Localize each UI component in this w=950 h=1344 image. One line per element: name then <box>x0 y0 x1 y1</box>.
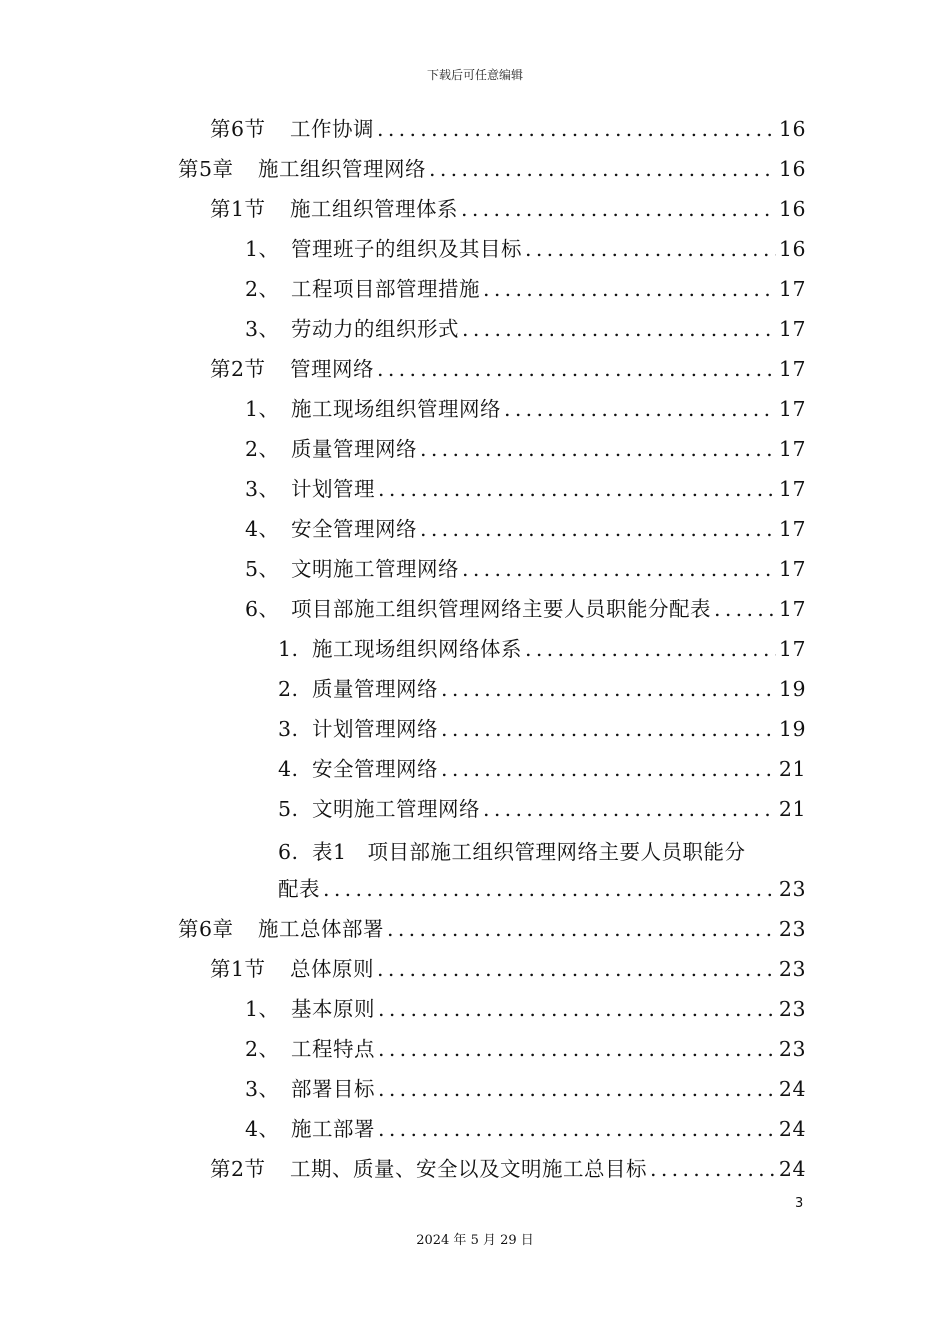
toc-entry-number: 2、 <box>245 1037 280 1061</box>
toc-entry-title: 配表 <box>278 877 320 901</box>
dot-leader <box>441 757 776 781</box>
toc-entry-number: 1、 <box>245 397 280 421</box>
toc-entry-page: 23 <box>778 1037 806 1061</box>
toc-entry[interactable] <box>245 1072 806 1112</box>
toc-entry-page: 17 <box>778 477 806 501</box>
dot-leader <box>378 477 776 501</box>
dot-leader <box>378 1037 776 1061</box>
toc-entry[interactable] <box>210 952 806 992</box>
toc-entry-title: 施工现场组织管理网络 <box>291 397 501 421</box>
toc-entry[interactable] <box>278 712 806 752</box>
toc-entry-title: 施工现场组织网络体系 <box>312 637 522 661</box>
toc-entry[interactable] <box>245 1112 806 1152</box>
toc-entry[interactable] <box>278 672 806 712</box>
toc-entry-number: 4、 <box>245 517 280 541</box>
toc-entry[interactable] <box>245 992 806 1032</box>
dot-leader <box>461 197 776 221</box>
toc-entry-number: 第2节 <box>210 357 266 381</box>
toc-entry-title: 表1 项目部施工组织管理网络主要人员职能分 <box>312 840 746 864</box>
toc-entry-title: 文明施工管理网络 <box>291 557 459 581</box>
toc-entry-number: 5、 <box>245 557 280 581</box>
toc-entry-page: 19 <box>778 677 806 701</box>
toc-entry[interactable] <box>245 272 806 312</box>
toc-entry[interactable] <box>245 512 806 552</box>
dot-leader <box>378 1117 776 1141</box>
toc-entry-number: 第6章 <box>178 917 234 941</box>
toc-entry-title: 部署目标 <box>291 1077 375 1101</box>
toc-entry-title: 安全管理网络 <box>312 757 438 781</box>
dot-leader <box>714 597 776 621</box>
dot-leader <box>483 797 776 821</box>
toc-entry-number: 6、 <box>245 597 280 621</box>
toc-entry-title: 文明施工管理网络 <box>312 797 480 821</box>
toc-entry[interactable] <box>210 192 806 232</box>
toc-entry-number: 第1节 <box>210 957 266 981</box>
toc-entry[interactable] <box>178 152 806 192</box>
toc-entry-page: 17 <box>778 517 806 541</box>
toc-entry-number: 第6节 <box>210 117 266 141</box>
toc-entry-page: 17 <box>778 557 806 581</box>
toc-entry-page: 23 <box>778 957 806 981</box>
toc-entry-number: 5. <box>278 797 299 821</box>
dot-leader <box>377 117 776 141</box>
toc-entry-number: 3、 <box>245 477 280 501</box>
toc-entry-page: 21 <box>778 757 806 781</box>
toc-entry-page: 17 <box>778 357 806 381</box>
toc-entry-title: 管理网络 <box>290 357 374 381</box>
toc-entry[interactable] <box>245 472 806 512</box>
toc-entry-number: 6. <box>278 840 299 864</box>
toc-entry-page: 17 <box>778 317 806 341</box>
dot-leader <box>650 1157 776 1181</box>
toc-entry-page: 16 <box>778 117 806 141</box>
toc-entry-title: 施工组织管理体系 <box>290 197 458 221</box>
toc-entry[interactable] <box>210 352 806 392</box>
toc-entry-number: 3、 <box>245 1077 280 1101</box>
toc-entry-page: 24 <box>778 1077 806 1101</box>
toc-entry-number: 1、 <box>245 997 280 1021</box>
toc-entry-title: 工程特点 <box>291 1037 375 1061</box>
toc-entry-title: 工期、质量、安全以及文明施工总目标 <box>290 1157 647 1181</box>
page-header: 下载后可任意编辑 <box>426 68 523 82</box>
toc-entry[interactable] <box>278 632 806 672</box>
toc-entry-title: 总体原则 <box>290 957 374 981</box>
toc-entry[interactable] <box>245 592 806 632</box>
dot-leader <box>420 517 776 541</box>
toc-entry-page: 17 <box>778 437 806 461</box>
toc-entry-title: 工程项目部管理措施 <box>291 277 480 301</box>
toc-entry-page: 17 <box>778 637 806 661</box>
toc-entry-page: 21 <box>778 797 806 821</box>
toc-entry-title: 劳动力的组织形式 <box>291 317 459 341</box>
toc-entry-title: 施工总体部署 <box>258 917 384 941</box>
page-number: 3 <box>795 1196 804 1211</box>
dot-leader <box>525 637 776 661</box>
toc-entry-number: 2. <box>278 677 299 701</box>
toc-entry-page: 24 <box>778 1117 806 1141</box>
toc-entry-title: 工作协调 <box>290 117 374 141</box>
dot-leader <box>525 237 776 261</box>
toc-entry[interactable] <box>245 552 806 592</box>
toc-entry[interactable] <box>245 232 806 272</box>
toc-entry-title: 质量管理网络 <box>291 437 417 461</box>
toc-entry-page: 24 <box>778 1157 806 1181</box>
toc-entry-title: 施工部署 <box>291 1117 375 1141</box>
dot-leader <box>377 357 776 381</box>
dot-leader <box>378 1077 776 1101</box>
toc-entry[interactable] <box>210 1152 806 1192</box>
toc-entry[interactable] <box>278 832 746 872</box>
dot-leader <box>441 677 776 701</box>
toc-entry[interactable] <box>278 752 806 792</box>
dot-leader <box>483 277 776 301</box>
toc-entry-continuation[interactable] <box>278 872 806 912</box>
toc-entry-title: 质量管理网络 <box>312 677 438 701</box>
toc-entry[interactable] <box>278 792 806 832</box>
dot-leader <box>441 717 776 741</box>
footer-date: 2024 年 5 月 29 日 <box>416 1233 534 1248</box>
toc-entry[interactable] <box>245 432 806 472</box>
toc-entry-page: 23 <box>778 877 806 901</box>
toc-entry[interactable] <box>178 912 806 952</box>
toc-entry-number: 第5章 <box>178 157 234 181</box>
toc-entry[interactable] <box>245 312 806 352</box>
toc-entry-number: 2、 <box>245 277 280 301</box>
toc-entry-title: 计划管理 <box>291 477 375 501</box>
toc-entry-page: 23 <box>778 917 806 941</box>
toc-entry-number: 3. <box>278 717 299 741</box>
toc-entry-number: 1. <box>278 637 299 661</box>
dot-leader <box>387 917 776 941</box>
toc-entry-page: 16 <box>778 197 806 221</box>
toc-entry-page: 17 <box>778 597 806 621</box>
toc-entry-page: 17 <box>778 277 806 301</box>
toc-entry-page: 23 <box>778 997 806 1021</box>
dot-leader <box>462 317 776 341</box>
toc-entry-number: 3、 <box>245 317 280 341</box>
toc-entry-number: 1、 <box>245 237 280 261</box>
toc-entry-title: 项目部施工组织管理网络主要人员职能分配表 <box>291 597 711 621</box>
toc-entry-title: 管理班子的组织及其目标 <box>291 237 522 261</box>
toc-entry-title: 计划管理网络 <box>312 717 438 741</box>
dot-leader <box>504 397 776 421</box>
toc-entry-number: 2、 <box>245 437 280 461</box>
toc-entry[interactable] <box>210 112 806 152</box>
dot-leader <box>429 157 776 181</box>
dot-leader <box>462 557 776 581</box>
toc-entry-title: 安全管理网络 <box>291 517 417 541</box>
toc-entry-page: 16 <box>778 157 806 181</box>
toc-entry-title: 基本原则 <box>291 997 375 1021</box>
toc-entry-number: 4、 <box>245 1117 280 1141</box>
dot-leader <box>420 437 776 461</box>
toc-entry-number: 第1节 <box>210 197 266 221</box>
dot-leader <box>378 997 776 1021</box>
toc-entry-title: 施工组织管理网络 <box>258 157 426 181</box>
toc-entry[interactable] <box>245 392 806 432</box>
dot-leader <box>377 957 776 981</box>
dot-leader <box>323 877 776 901</box>
toc-entry-number: 4. <box>278 757 299 781</box>
toc-entry-page: 17 <box>778 397 806 421</box>
toc-entry-page: 16 <box>778 237 806 261</box>
toc-entry-page: 19 <box>778 717 806 741</box>
toc-entry-number: 第2节 <box>210 1157 266 1181</box>
toc-entry[interactable] <box>245 1032 806 1072</box>
